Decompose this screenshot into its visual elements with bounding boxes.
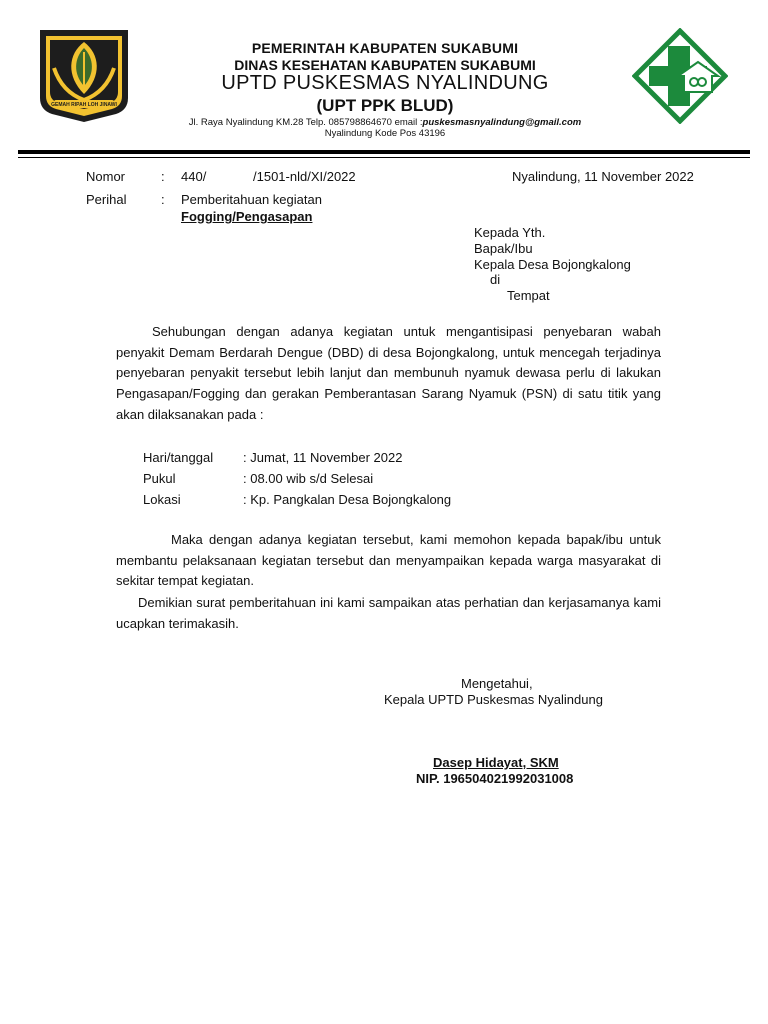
header-divider [18, 150, 750, 154]
paragraph-3-text: Demikian surat pemberitahuan ini kami sampaikan atas perhatian dan kerjasamanya kami ucapkan terimakasih. [116, 595, 661, 631]
nomor-label: Nomor [86, 169, 126, 184]
recipient-line5: Tempat [507, 288, 550, 303]
body-paragraph-2 [116, 530, 661, 592]
kabupaten-sukabumi-logo [38, 28, 130, 124]
header-subtitle: (UPT PPK BLUD) [316, 96, 454, 115]
paragraph-2-text: Maka dengan adanya kegiatan tersebut, kami memohon kepada bapak/ibu untuk membantu pelaksanaan kegiatan tersebut dan menyampaikan kepada warga masyarakat di sekitar tempat kegiatan. [116, 532, 661, 589]
perihal-line2: Fogging/Pengasapan [181, 209, 313, 224]
recipient-line1: Kepada Yth. [474, 225, 546, 240]
perihal-label: Perihal [86, 192, 127, 207]
header-institution: UPTD PUSKESMAS NYALINDUNG [221, 72, 549, 94]
nomor-part1: 440/ [181, 169, 207, 184]
signature-nip: NIP. 196504021992031008 [416, 771, 574, 786]
signature-position: Kepala UPTD Puskesmas Nyalindung [384, 692, 603, 707]
header-postal: Nyalindung Kode Pos 43196 [324, 128, 446, 139]
paragraph-1-text: Sehubungan dengan adanya kegiatan untuk mengantisipasi penyebaran wabah penyakit Demam Berdarah Dengue (DBD) di desa Bojongkalong, untuk mencegah terjadinya penyebaran penyakit tersebut lebih lanjut dan membunuh nyamuk dewasa perlu di lakukan Pengasapan/Fogging dan gerakan Pemberantasan Sarang Nyamuk (PSN) di satu titik yang akan dilaksanakan pada : [116, 324, 661, 422]
perihal-line1: Pemberitahuan kegiatan [181, 192, 322, 207]
address-text: Jl. Raya Nyalindung KM.28 Telp. 085798864670 email : [188, 117, 423, 128]
signature-mengetahui: Mengetahui, [461, 676, 533, 691]
schedule-label-time: Pukul [143, 471, 176, 486]
perihal-colon: : [161, 192, 165, 207]
body-paragraph-3 [116, 593, 661, 634]
logo-motto: GEMAH RIPAH LOH JINAWI [51, 102, 117, 108]
header-government: PEMERINTAH KABUPATEN SUKABUMI [251, 40, 519, 56]
recipient-line2: Bapak/Ibu [474, 241, 533, 256]
recipient-line3: Kepala Desa Bojongkalong [474, 257, 631, 272]
header-department: DINAS KESEHATAN KABUPATEN SUKABUMI [234, 57, 536, 73]
puskesmas-logo [632, 28, 728, 124]
schedule-label-date: Hari/tanggal [143, 450, 214, 465]
signature-name: Dasep Hidayat, SKM [433, 755, 559, 770]
header-divider-thin [18, 157, 750, 158]
email-address: puskesmasnyalindung@gmail.com [422, 117, 582, 128]
recipient-line4: di [490, 272, 501, 287]
schedule-label-location: Lokasi [143, 492, 181, 507]
schedule-value-date: : Jumat, 11 November 2022 [243, 450, 403, 465]
nomor-part2: /1501-nld/XI/2022 [253, 169, 356, 184]
header-address [140, 117, 630, 128]
letter-date: Nyalindung, 11 November 2022 [512, 169, 694, 184]
nomor-colon: : [161, 169, 165, 184]
schedule-value-location: : Kp. Pangkalan Desa Bojongkalong [243, 492, 452, 507]
body-paragraph-1 [116, 322, 661, 426]
schedule-value-time: : 08.00 wib s/d Selesai [243, 471, 374, 486]
